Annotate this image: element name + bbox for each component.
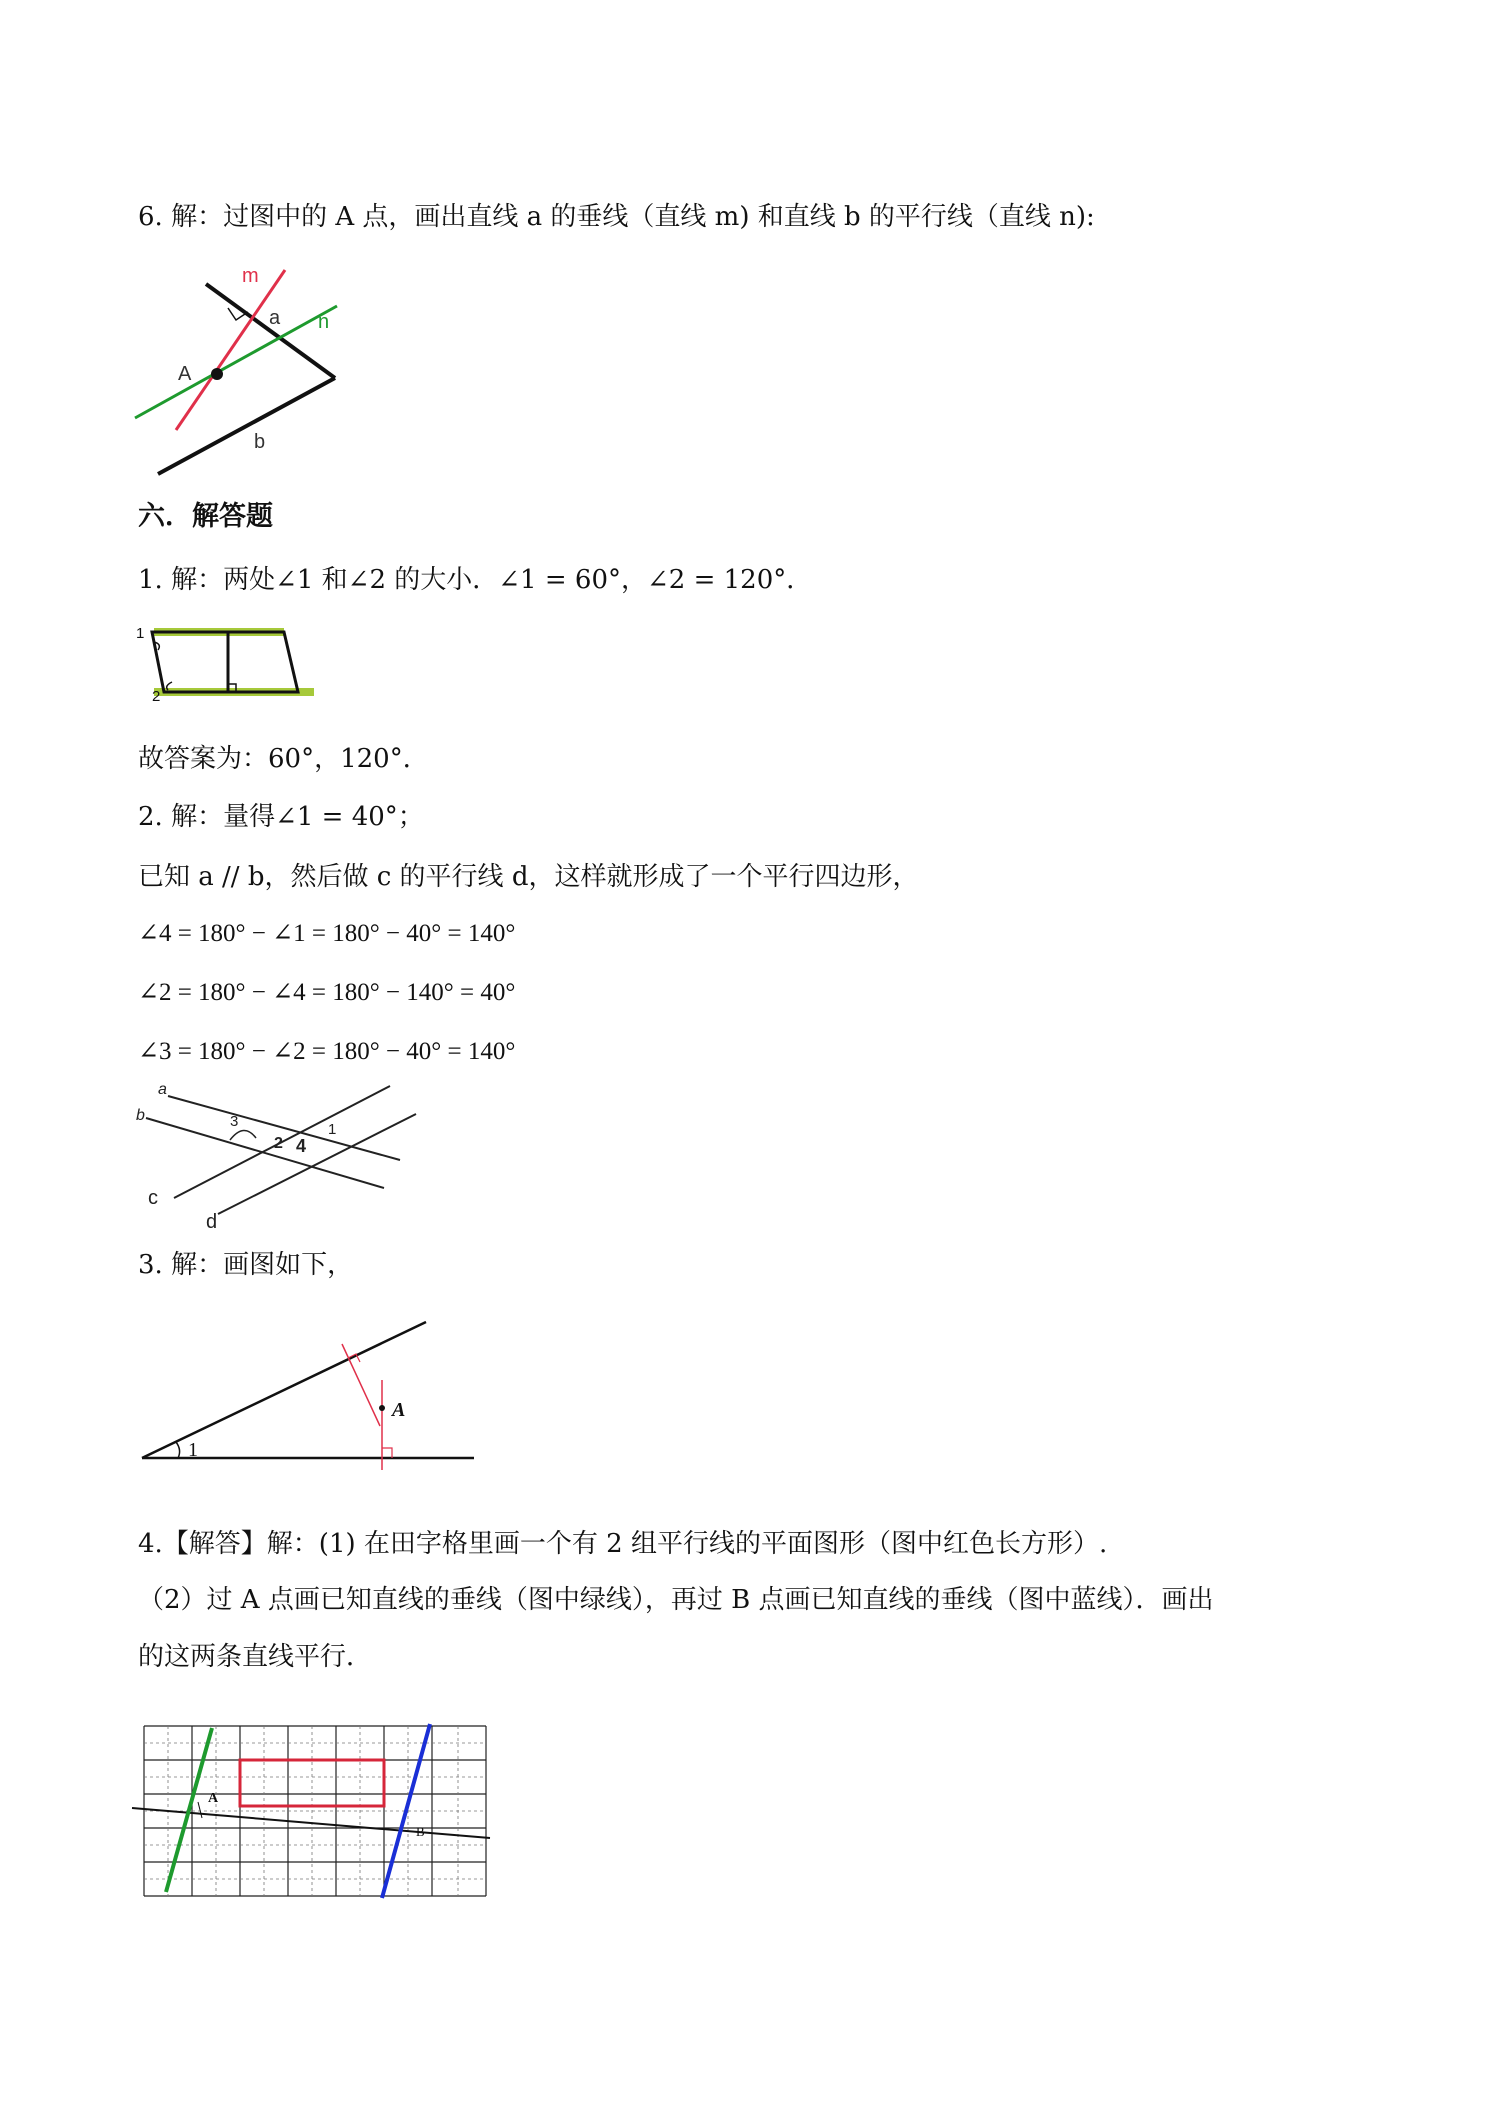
p2-line2: 已知 a // b，然后做 c 的平行线 d，这样就形成了一个平行四边形， bbox=[138, 862, 919, 892]
label-c: c bbox=[148, 1187, 158, 1209]
p2-eq1: ∠4 = 180° − ∠1 = 180° − 40° = 140° bbox=[138, 920, 516, 947]
angle-label-1: 1 bbox=[136, 625, 145, 642]
green-perpendicular bbox=[166, 1728, 212, 1892]
p4-line3: 的这两条直线平行． bbox=[138, 1642, 373, 1672]
label-B: B bbox=[416, 1824, 425, 1839]
p1-figure bbox=[134, 624, 304, 704]
parallelogram bbox=[152, 632, 298, 692]
line-m bbox=[176, 270, 285, 430]
label-1: 1 bbox=[188, 1439, 198, 1461]
label-d: d bbox=[206, 1211, 218, 1233]
line-d bbox=[218, 1114, 416, 1214]
angle-label-2: 2 bbox=[152, 688, 161, 705]
p3-figure bbox=[136, 1310, 476, 1470]
point-a bbox=[379, 1405, 385, 1411]
p2-eq2: ∠2 = 180° − ∠4 = 180° − 140° = 40° bbox=[138, 979, 516, 1006]
p4-line2: （2）过 A 点画已知直线的垂线（图中绿线），再过 B 点画已知直线的垂线（图中蓝线）．画出 bbox=[138, 1585, 1214, 1615]
p2-line1: 2. 解：量得∠1 = 40°； bbox=[138, 802, 424, 832]
line-b bbox=[158, 378, 335, 474]
line-a bbox=[168, 1096, 400, 1160]
right-angle-mark bbox=[228, 308, 248, 320]
p1-line1: 1. 解：两处∠1 和∠2 的大小．∠1 = 60°，∠2 = 120°． bbox=[138, 565, 813, 595]
q6-text: 6. 解：过图中的 A 点，画出直线 a 的垂线（直线 m) 和直线 b 的平行线（直线 n): bbox=[138, 202, 1095, 232]
label-A: A bbox=[392, 1399, 406, 1421]
p2-figure bbox=[134, 1080, 424, 1233]
p4-line1: 4.【解答】解：(1) 在田字格里画一个有 2 组平行线的平面图形（图中红色长方形）. bbox=[138, 1529, 1108, 1559]
ray-upper bbox=[142, 1322, 426, 1458]
label-b: b bbox=[136, 1107, 145, 1124]
label-a: a bbox=[158, 1081, 167, 1098]
section-title: 六．解答题 bbox=[138, 501, 273, 532]
label-2: 2 bbox=[274, 1135, 283, 1152]
point-a bbox=[211, 368, 223, 380]
label-b: b bbox=[254, 431, 266, 453]
line-a bbox=[206, 284, 335, 378]
p3-line1: 3. 解：画图如下， bbox=[138, 1250, 354, 1280]
label-A: A bbox=[178, 363, 192, 385]
label-4: 4 bbox=[296, 1136, 307, 1156]
label-3: 3 bbox=[230, 1113, 239, 1130]
p2-eq3: ∠3 = 180° − ∠2 = 180° − 40° = 140° bbox=[138, 1038, 516, 1065]
label-A: A bbox=[208, 1791, 219, 1806]
label-m: m bbox=[242, 265, 259, 287]
label-n: n bbox=[318, 311, 330, 333]
p1-answer: 故答案为：60°，120°． bbox=[138, 744, 429, 774]
q6-figure bbox=[130, 262, 360, 482]
label-1: 1 bbox=[328, 1121, 337, 1138]
label-a: a bbox=[269, 307, 281, 329]
p4-figure bbox=[130, 1722, 500, 1912]
perpendicular-to-upper bbox=[342, 1344, 380, 1426]
line-n bbox=[135, 306, 337, 418]
line-b bbox=[146, 1118, 384, 1188]
